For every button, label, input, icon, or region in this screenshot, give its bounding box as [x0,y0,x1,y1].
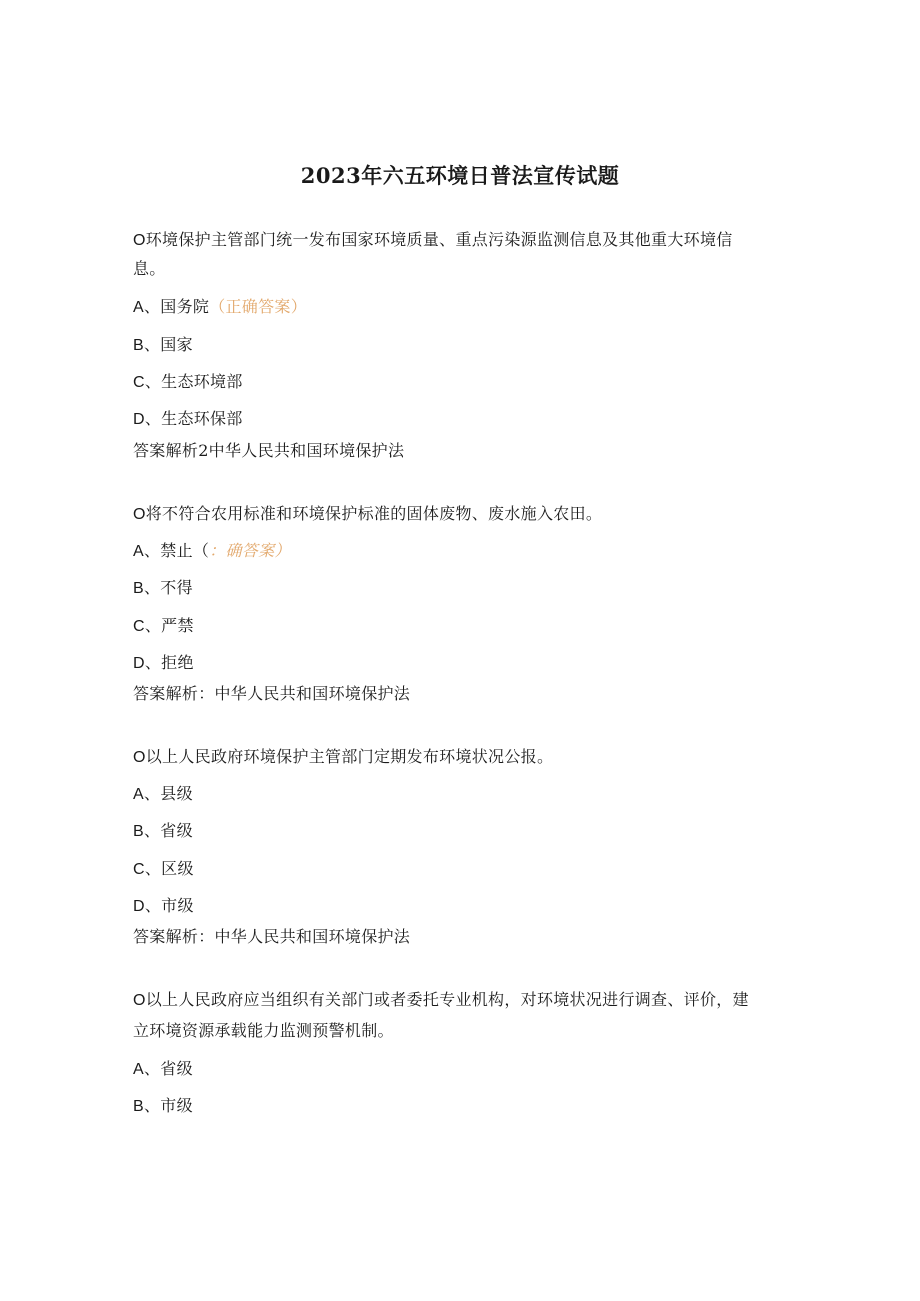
question-2-analysis: 答案解析：中华人民共和国环境保护法 [133,684,411,703]
question-2-stem-text: 将不符合农用标准和环境保护标准的固体废物、废水施入农田。 [145,504,603,523]
document-title: 2023年六五环境日普法宣传试题 [300,163,620,188]
question-1-analysis: 答案解析2中华人民共和国环境保护法 [133,441,405,460]
option-letter: A、 [133,786,161,803]
question-4-stem-line-2: 立环境资源承载能力监测预警机制。 [133,1021,394,1040]
option-text: 国家 [160,335,193,354]
option-letter: A、 [133,543,161,560]
option-letter: C、 [133,861,162,878]
question-marker: O [133,506,146,523]
option-text: 区级 [161,859,194,878]
question-2-stem-line-1 [133,503,602,526]
option-letter: D、 [133,411,162,428]
option-letter: B、 [133,580,161,597]
option-text: 禁止（ [160,541,210,560]
question-marker: O [133,749,146,766]
question-3-option-a [133,783,193,806]
option-letter: D、 [133,898,162,915]
question-3-analysis: 答案解析：中华人民共和国环境保护法 [133,927,411,946]
question-1-stem-text: 环境保护主管部门统一发布国家环境质量、重点污染源监测信息及其他重大环境信 [145,230,733,249]
option-text: 省级 [160,821,193,840]
option-letter: A、 [133,1061,161,1078]
option-letter: B、 [133,337,161,354]
question-4-stem-line-1 [133,989,749,1012]
question-4-stem-text: 以上人民政府应当组织有关部门或者委托专业机构，对环境状况进行调查、评价，建 [145,990,749,1009]
question-1-option-a [133,296,307,319]
question-3-option-d [133,895,194,918]
question-1-option-d [133,408,243,431]
option-text: 市级 [160,1096,193,1115]
option-text: 市级 [161,896,194,915]
question-marker: O [133,232,146,249]
option-text: 拒绝 [161,653,194,672]
option-letter: B、 [133,823,161,840]
option-text: 不得 [160,578,193,597]
question-3-option-b [133,820,193,843]
option-text: 严禁 [161,616,194,635]
question-4-option-b [133,1095,193,1118]
correct-answer-note: ：确答案） [209,541,291,560]
option-text: 国务院 [160,297,210,316]
question-2-option-c [133,615,194,638]
question-1-option-b [133,334,193,357]
correct-answer-note: （正确答案） [209,297,307,316]
question-3-stem-text: 以上人民政府环境保护主管部门定期发布环境状况公报。 [145,747,554,766]
question-2-option-a [133,540,291,563]
option-text: 省级 [160,1059,193,1078]
question-3-stem-line-1 [133,746,553,769]
question-2-option-b [133,577,193,600]
option-letter: C、 [133,618,162,635]
option-letter: B、 [133,1098,161,1115]
option-letter: C、 [133,374,162,391]
option-text: 生态环保部 [161,409,243,428]
question-3-option-c [133,858,194,881]
question-1-option-c [133,371,243,394]
question-4-option-a [133,1058,193,1081]
option-letter: D、 [133,655,162,672]
question-1-stem-line-1 [133,229,733,252]
option-text: 生态环境部 [161,372,243,391]
question-2-option-d [133,652,194,675]
question-1-stem-line-2: 息。 [133,259,166,278]
option-letter: A、 [133,299,161,316]
question-marker: O [133,992,146,1009]
option-text: 县级 [160,784,193,803]
